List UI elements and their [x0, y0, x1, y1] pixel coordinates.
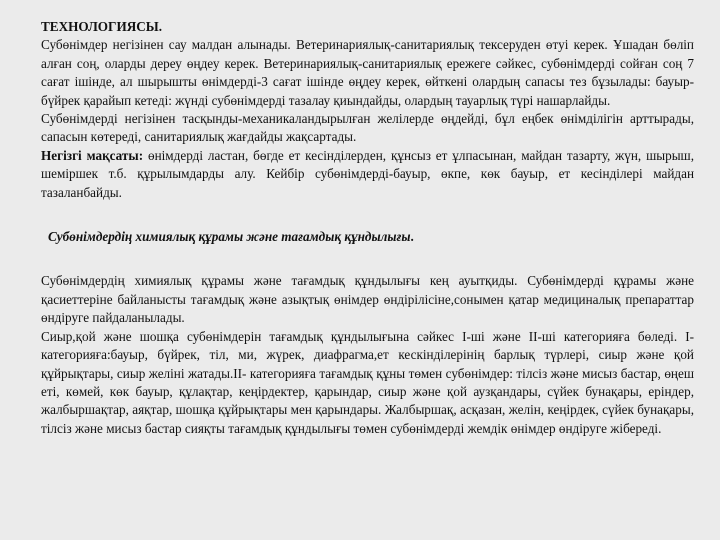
paragraph-chemical-composition: Субөнімдердің химиялық құрамы және тағамдық құндылығы кең ауытқиды. Субөнімдерді құрамы және қасиеттеріне байланысты тағамдық және азықтық өнімдер өндірілісіне,сонымен қатар медициналық препараттар өндіруге пайдаланылады.: [41, 273, 694, 326]
section-heading: ТЕХНОЛОГИЯСЫ.: [41, 19, 162, 34]
main-goal-text: өнімдерді ластан, бөгде ет кесінділерден, құнсыз ет ұлпасынан, майдан тазарту, жүн, шырыш, шеміршек т.б. құрылымдарды алу. Кейбір субөнімдерді-бауыр, өкпе, көк бауыр, ет кесінділері майдан тазаланбайды.: [41, 147, 695, 200]
section-subtitle: [41, 228, 694, 246]
paragraph-main-goal: [41, 147, 694, 202]
subtitle-period: .: [410, 229, 414, 245]
main-goal-label: Негізгі мақсаты:: [41, 147, 144, 163]
paragraph-processing-lines: Субөнімдерді негізінен тасқынды-механикаландырылған желілерде өңдейді, бұл еңбек өнімділігін арттырады, сапасын көтереді, санитариялық жағдайды жақсартады.: [41, 111, 694, 145]
paragraph-slaughter-requirements: Субөнімдер негізінен сау малдан алынады. Ветеринариялық-санитариялық тексеруден өтуі керек. Ұшадан бөліп алған соң, оларды дереу өңдеу керек. Ветеринариялық-санитариялық ережеге сәйкес, субөнімдерді сойған соң 7 сағат ішінде, ал шырышты өнімдерді-3 сағат ішінде өңдеу керек, өйткені олардың сапасы тез бұзылады: бауыр-бүйрек қарайып кетеді: жүнді субөнімдерді тазалау қиындайды, олардың тауарлық түрі нашарлайды.: [41, 37, 694, 108]
subtitle-text: Субөнімдердің химиялық құрамы және тағамдық құндылығы: [48, 229, 411, 245]
paragraph-categories: Сиыр,қой және шошқа субөнімдерін тағамдық құндылығына сәйкес I-ші және II-ші категорияға бөледі. I- категорияға:бауыр, бүйрек, тіл, ми, жүрек, диафрагма,ет кескінділерінің барлық түрлері, сиыр және қой құйрықтары, сиыр желіні жатады.II- категорияға тағамдық құны төмен субөнімдер: тілсіз және мисыз бастар, өңеш еті, көмей, көк бауыр, құлақтар, кеңірдектер, қарындар, сиыр және қой аузқандары, сүйек бунақары, еріндер, жалбыршақтар, аяқтар, шошқа құйрықтары мен қарындары. Жалбыршақ, асқазан, желін, кеңірдек, сүйек бунақары, тілсіз және мисыз бастар сияқты тағамдық құндылығы төмен субөнімдерді жемдік өнімдер өндіруге жібереді.: [41, 328, 694, 436]
